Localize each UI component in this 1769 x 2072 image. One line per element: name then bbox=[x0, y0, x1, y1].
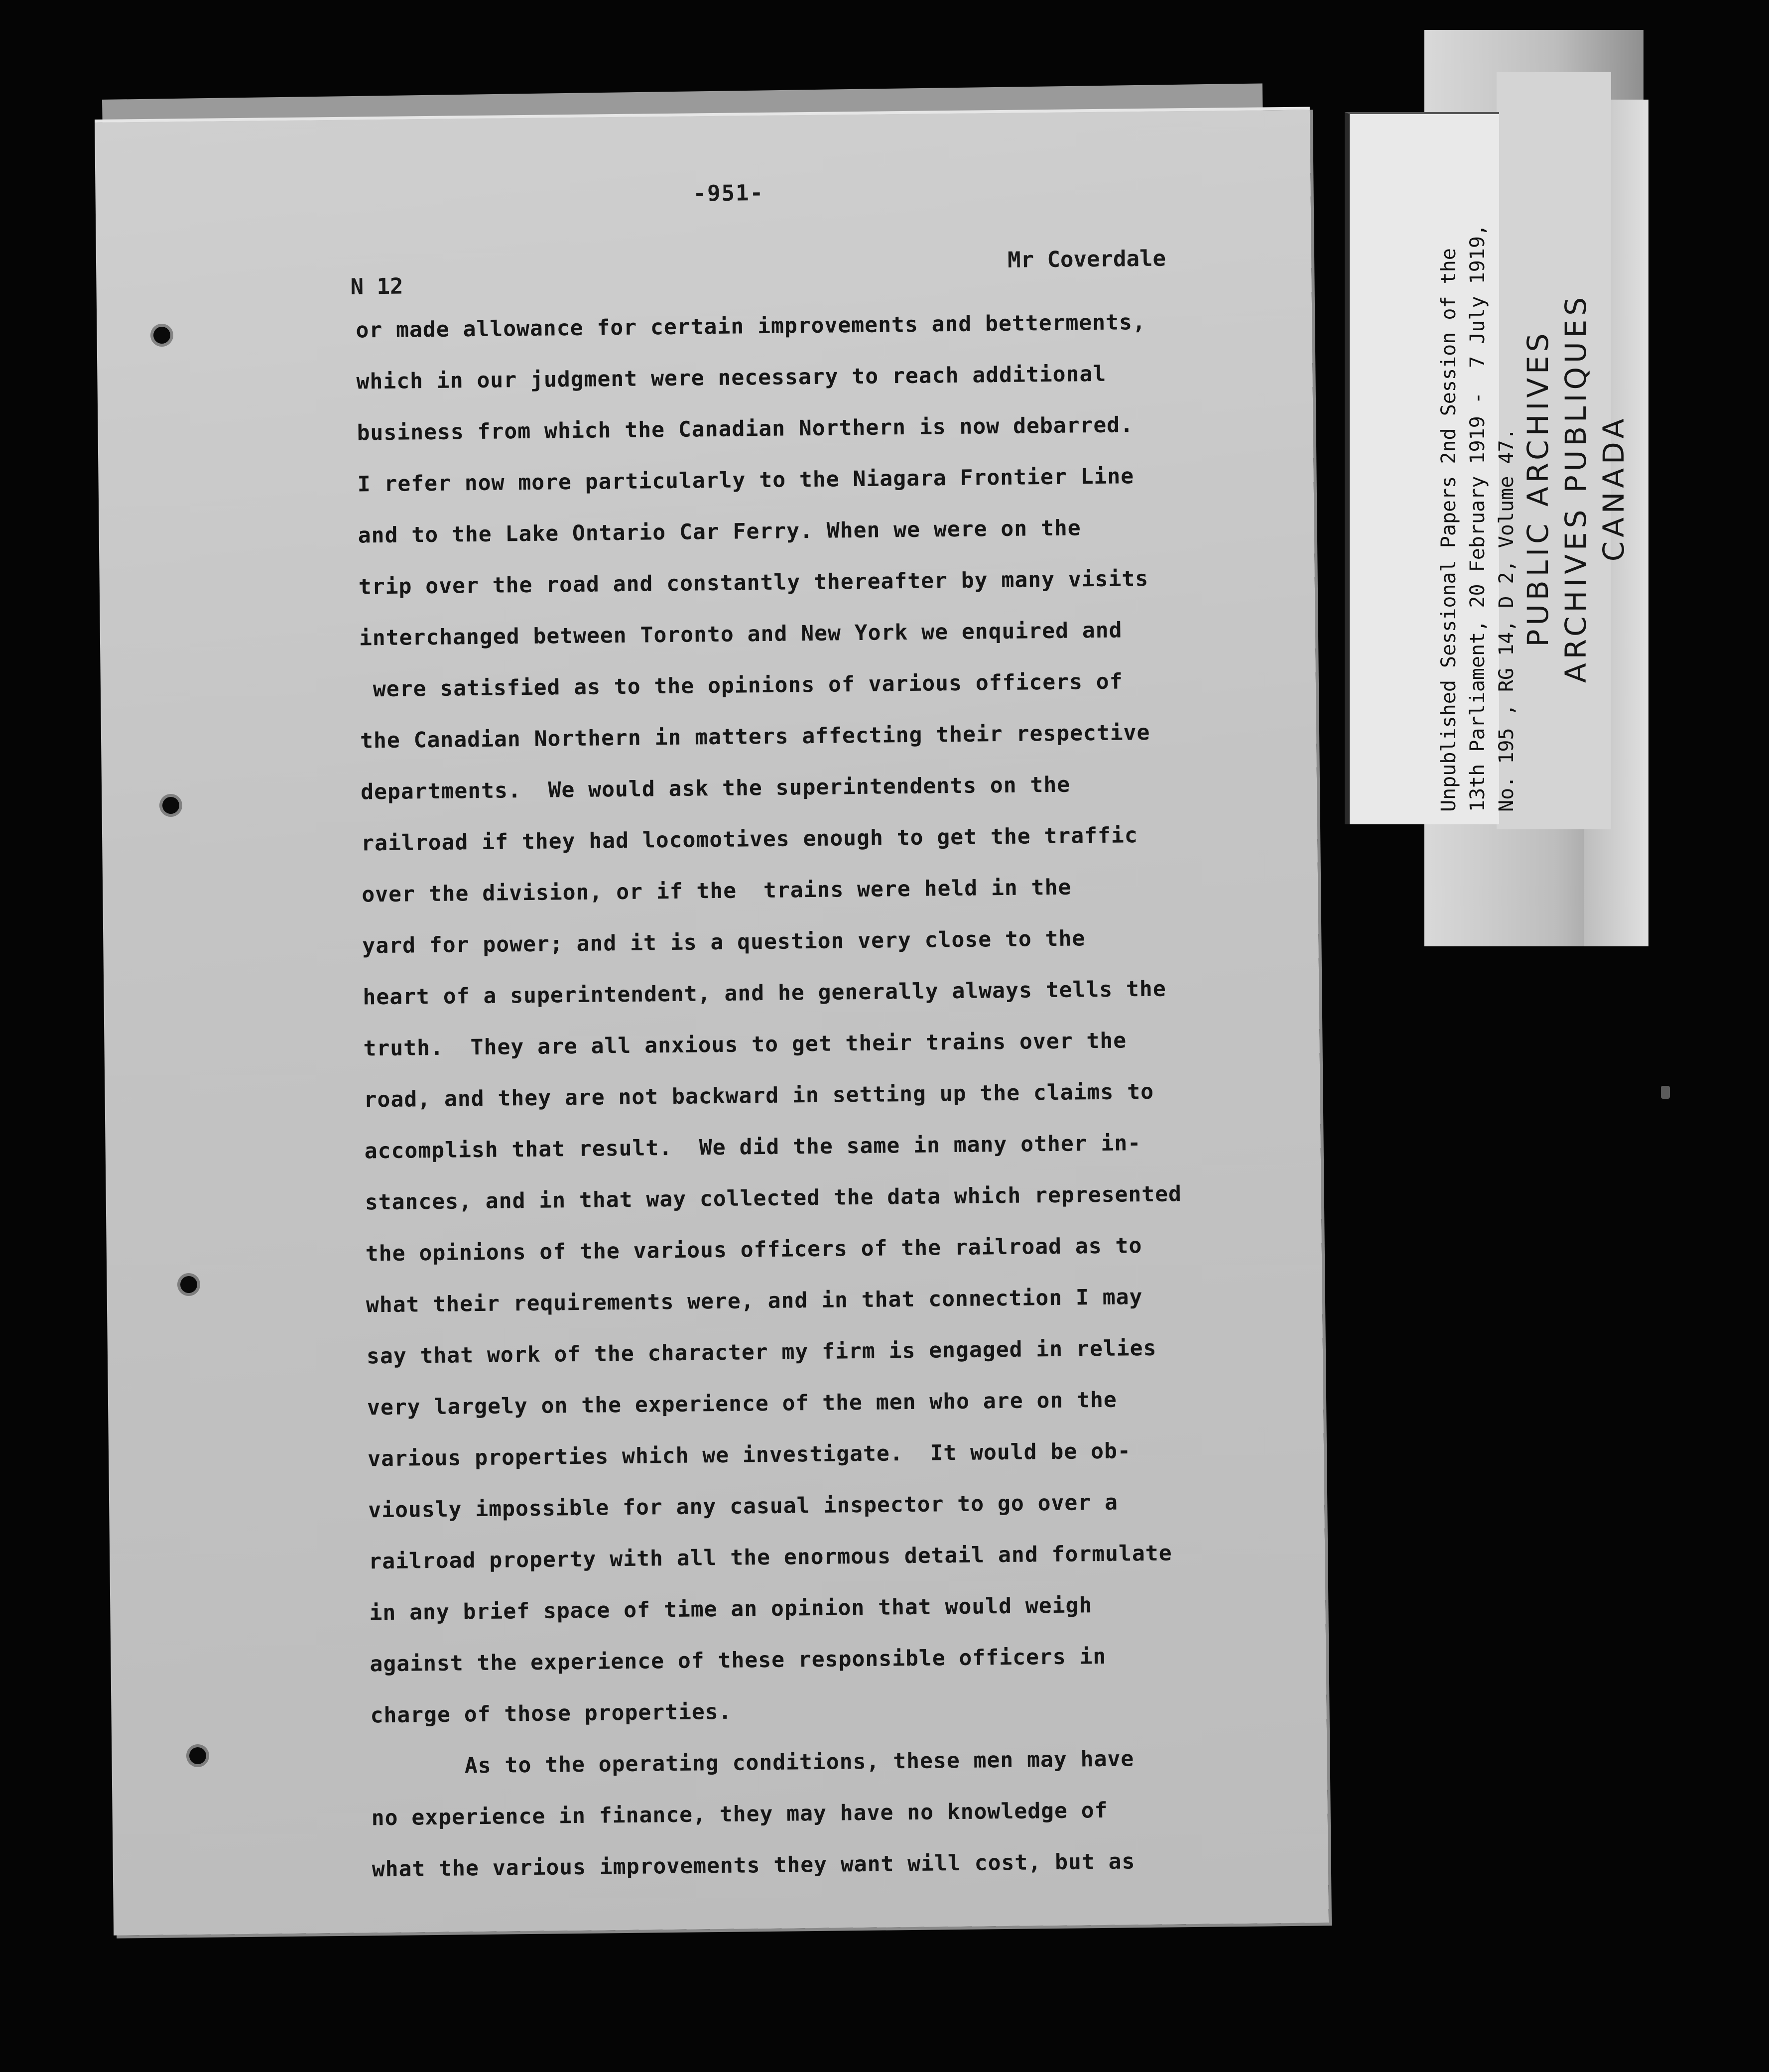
text-line: trip over the road and constantly thereafter by many visits bbox=[358, 566, 1149, 600]
public-archives-stamp bbox=[1519, 264, 1633, 712]
text-line: yard for power; and it is a question very close to the bbox=[362, 926, 1086, 959]
text-line: interchanged between Toronto and New York we enquired and bbox=[359, 618, 1123, 651]
text-line: which in our judgment were necessary to reach additional bbox=[356, 361, 1107, 394]
text-line: stances, and in that way collected the data which represented bbox=[365, 1181, 1182, 1215]
speaker-name: Mr Coverdale bbox=[1007, 246, 1166, 273]
text-line: what the various improvements they want will cost, but as bbox=[372, 1849, 1136, 1882]
text-line: charge of those properties. bbox=[370, 1699, 732, 1728]
punch-hole bbox=[189, 1747, 206, 1764]
text-line: heart of a superintendent, and he generally always tells the bbox=[363, 976, 1166, 1010]
punch-hole bbox=[162, 797, 179, 814]
text-line: road, and they are not backward in setting up the claims to bbox=[364, 1079, 1154, 1113]
text-line: various properties which we investigate. It would be ob- bbox=[367, 1438, 1132, 1472]
text-line: against the experience of these responsible officers in bbox=[370, 1644, 1107, 1677]
body-text bbox=[356, 295, 1318, 1896]
text-line: As to the operating conditions, these men may have bbox=[371, 1746, 1135, 1780]
text-line: and to the Lake Ontario Car Ferry. When we were on the bbox=[358, 516, 1081, 548]
text-line: the Canadian Northern in matters affecting their respective bbox=[360, 720, 1150, 754]
punch-hole bbox=[153, 327, 170, 344]
page-number: -951- bbox=[693, 180, 764, 207]
text-line: truth. They are all anxious to get their trains over the bbox=[363, 1028, 1127, 1061]
text-line: very largely on the experience of the men who are on the bbox=[367, 1387, 1118, 1421]
citation-line: No. 195 , RG 14, D 2, Volume 47. bbox=[1495, 428, 1518, 812]
text-line: no experience in finance, they may have no knowledge of bbox=[371, 1798, 1108, 1831]
text-line: viously impossible for any casual inspector to go over a bbox=[368, 1490, 1119, 1523]
text-line: over the division, or if the trains were held in the bbox=[362, 875, 1072, 907]
typed-page bbox=[95, 107, 1329, 1935]
text-line: were satisfied as to the opinions of various officers of bbox=[359, 669, 1123, 702]
text-line: departments. We would ask the superintendents on the bbox=[360, 772, 1071, 805]
citation-line: Unpublished Sessional Papers 2nd Session of the bbox=[1437, 248, 1460, 812]
text-line: in any brief space of time an opinion that would weigh bbox=[369, 1593, 1093, 1626]
text-line: business from which the Canadian Northern is now debarred. bbox=[357, 412, 1134, 446]
archive-citation-text bbox=[1434, 105, 1521, 812]
citation-line: 13th Parliament, 20 February 1919 - 7 July 1919, bbox=[1466, 224, 1489, 812]
stamp-line: CANADA bbox=[1597, 414, 1631, 562]
scan-smudge bbox=[1661, 1086, 1670, 1099]
punch-hole bbox=[180, 1276, 197, 1293]
stamp-line: PUBLIC ARCHIVES bbox=[1521, 329, 1555, 647]
text-line: what their requirements were, and in that connection I may bbox=[366, 1285, 1143, 1318]
text-line: the opinions of the various officers of the railroad as to bbox=[365, 1233, 1142, 1267]
page-reference: N 12 bbox=[350, 273, 403, 300]
text-line: I refer now more particularly to the Niagara Frontier Line bbox=[357, 464, 1135, 497]
text-line: or made allowance for certain improvements and betterments, bbox=[356, 309, 1146, 343]
text-line: railroad property with all the enormous detail and formulate bbox=[369, 1541, 1172, 1574]
text-line: accomplish that result. We did the same in many other in- bbox=[364, 1131, 1141, 1164]
stamp-line: ARCHIVES PUBLIQUES bbox=[1559, 293, 1593, 683]
text-line: say that work of the character my firm is engaged in relies bbox=[366, 1335, 1157, 1369]
text-line: railroad if they had locomotives enough to get the traffic bbox=[361, 823, 1138, 856]
